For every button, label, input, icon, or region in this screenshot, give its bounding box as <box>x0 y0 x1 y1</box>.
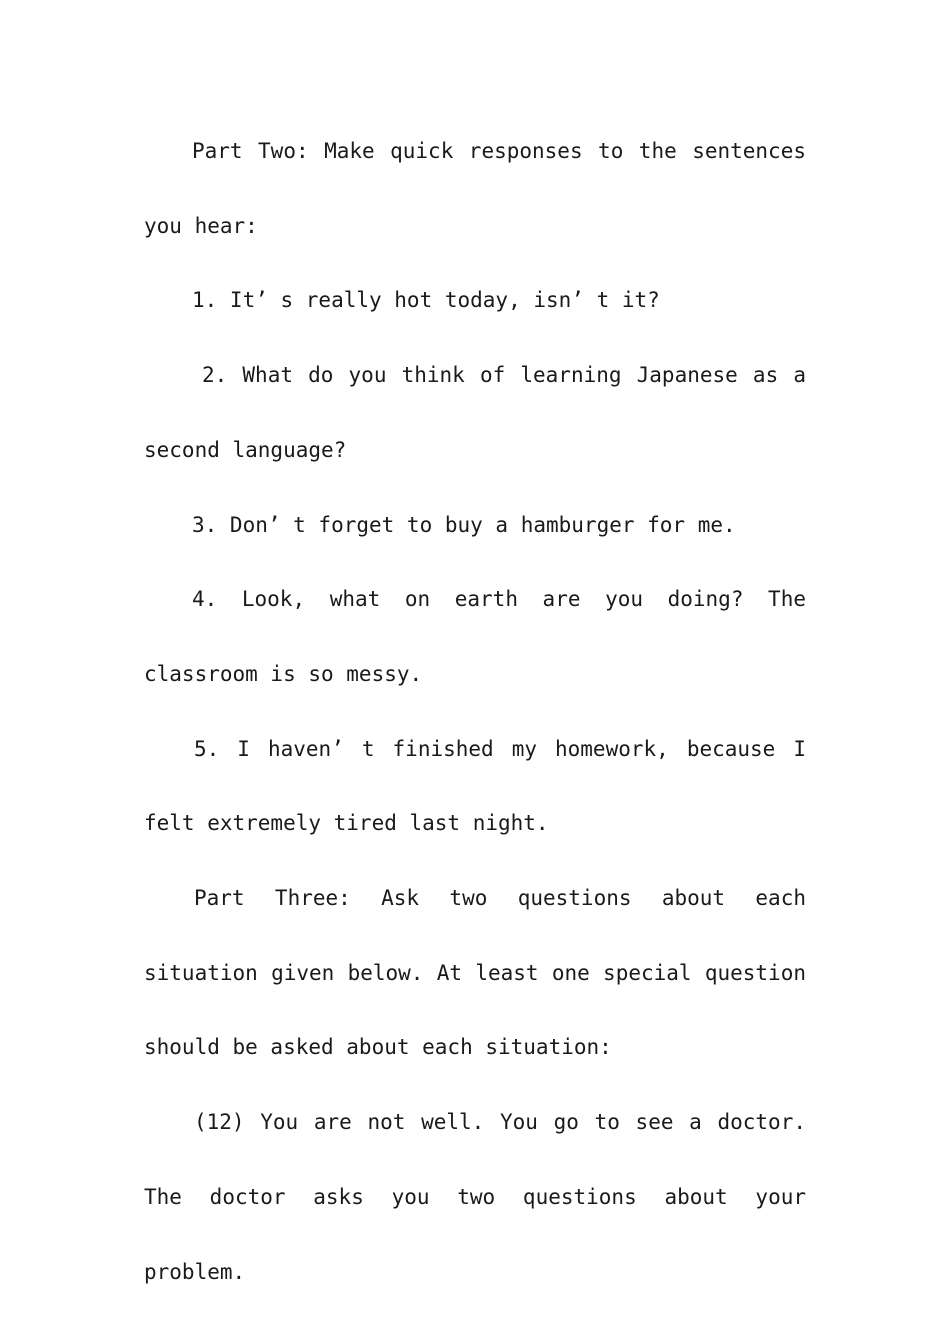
part-two-item-3: 3. Don’ t forget to buy a hamburger for me. <box>192 512 736 537</box>
part-two-item-2: 2. What do you think of learning Japanese as a second language? <box>144 363 806 462</box>
document-body <box>144 114 806 1309</box>
part-two-item-4: 4. Look, what on earth are you doing? The classroom is so messy. <box>144 587 806 686</box>
part-three-heading: Part Three: Ask two questions about each situation given below. At least one special question should be asked about each situation: <box>144 886 806 1060</box>
part-two-item-1: 1. It’ s really hot today, isn’ t it? <box>192 288 660 313</box>
part-two-item-5: 5. I haven’ t finished my homework, because I felt extremely tired last night. <box>144 736 806 836</box>
part-three-item-12: (12) You are not well. You go to see a doctor. The doctor asks you two questions about your problem. <box>144 1110 806 1284</box>
part-two-heading: Part Two: Make quick responses to the sentences you hear: <box>144 139 806 238</box>
